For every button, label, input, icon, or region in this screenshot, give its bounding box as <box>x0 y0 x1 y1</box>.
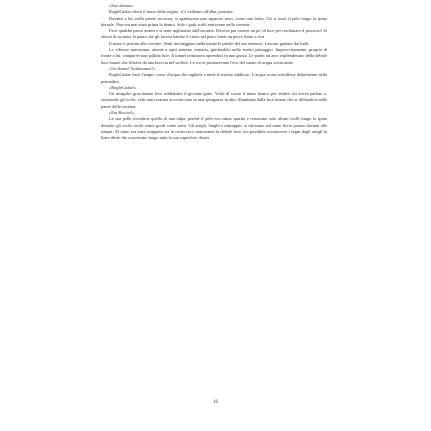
paragraph: RogleCadue fissò l'ampio corso d'acqua che tagliava a metà il terreno sabbioso. L'acqua scura scintillava debolmente nella penombra. <box>101 72 327 84</box>
dialogue-line: «Era Roccia!» <box>109 110 135 116</box>
paragraph: «Stai attento». <box>109 3 135 8</box>
paragraph: Davanti a lui, nella parete rocciosa, si spalancava uno squarcio nero, come una ferita. Gli si rizzò il pelo lungo la spina dorsale. Non era mai stato prima là dentro. Solo i gatti scelti entravano nella caverna. <box>101 15 327 27</box>
page-number: 16 <box>212 399 219 405</box>
dialogue-line: «Un fiume? Sotterraneo?» <box>109 65 156 71</box>
paragraph: La sua pelle ricordava quella di una talpa, perché il pelo era ormai sparito e restavano solo alcuni ciuffi lungo la spina dorsale; gli occhi ciechi erano gonfi come uova. Gli artigli, lunghi e rattrappiti, si ritrovano sul ramo liscio posato davanti alle zampe. Al ramo era stata strappata via la corteccia e nonostante la debole luce, era possibile riconoscere i segni degli artigli in linee dritte che scorrevano lungo tutta la sua superficie chiara. <box>101 116 327 141</box>
paragraph: Le vibrisse tremavano, attente a ogni minimo contatto, guidandolo nello stretto passaggio. Improvvisamente, proprio di fronte a lui, comparve una pallida luce. Il tunnel terminava aprendosi in una grotta. Le pareti ad arco risplendevano della debole luce lunare che filtrava da una breccia nel soffitto. Le rocce producevano l'eco del suono di acqua scrosciante. <box>101 47 327 65</box>
page-text-body <box>101 3 327 142</box>
paragraph: Fece qualche passo avanti e si sentì inghiottire dall'oscurità. Doveva pur essersi un po' di luce per rischiarare il percorso! Si sforzò di scrutare la paura che gli faceva battere il cuore nel petto come un pesce finito a riva. <box>101 28 327 40</box>
paragraph: RogleCadue sfiorò il muso della regina. «Ci vediamo all'alba, promise. <box>109 9 234 15</box>
dialogue-line: «RogleCadue!» <box>109 84 137 90</box>
paragraph: Un miagolio gracchiante fece sobbalzare il giovane gatto. Voltò di scatto il muso bianco per vedere chi aveva parlato e, strizzando gli occhi, vide una creatura accovacciata su una sporgenza in alto, illuminata dalla luce lunare che si diffondeva sulle pareti della caverna. <box>101 91 327 109</box>
paragraph: Il muso è perfino alle caverne. Sentì rincheggiare nella mente le parole del suo mentore. Lasciati guidare dai baffi. <box>109 40 310 46</box>
